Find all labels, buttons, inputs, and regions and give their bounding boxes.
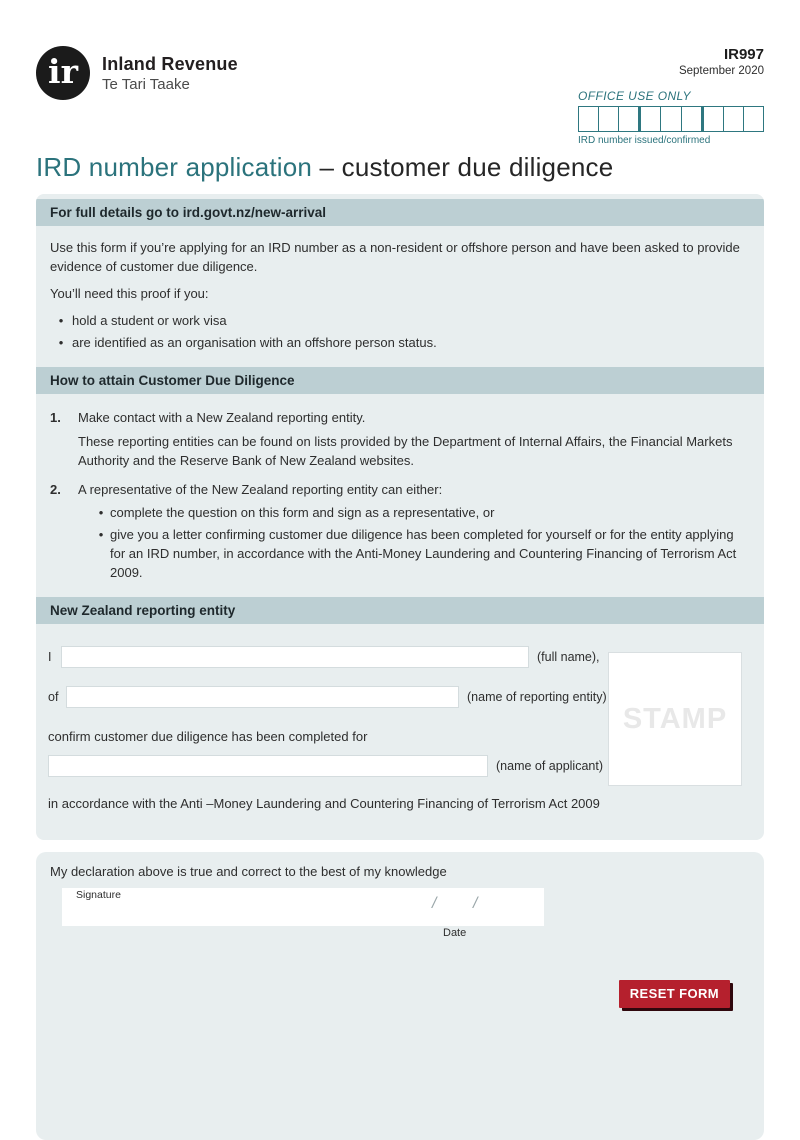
office-use-caption: IRD number issued/confirmed — [578, 135, 711, 146]
applicant-suffix: (name of applicant) — [496, 758, 604, 773]
logo-text — [102, 46, 238, 93]
office-use-cell[interactable] — [579, 107, 599, 131]
step-2-body — [78, 481, 750, 583]
of-label: of — [48, 689, 59, 704]
date-label: Date — [443, 926, 467, 939]
bullet-icon: • — [98, 504, 104, 520]
main-panel — [36, 194, 764, 840]
details-paragraph-2: You’ll need this proof if you: — [50, 285, 209, 301]
section-header-entity: New Zealand reporting entity — [36, 597, 764, 624]
office-use-label: OFFICE USE ONLY — [578, 89, 691, 103]
office-use-cell[interactable] — [661, 107, 681, 131]
form-code: IR997 — [723, 46, 764, 63]
declaration-panel — [36, 852, 764, 1140]
form-date: September 2020 — [678, 65, 764, 77]
i-label: I — [48, 649, 52, 664]
section-body-details — [36, 226, 764, 367]
bullet-icon: • — [58, 312, 64, 328]
details-bullet-2-text: are identified as an organisation with an offshore person status. — [72, 335, 437, 351]
bullet-icon: • — [58, 335, 64, 351]
page-title-teal: IRD number application — [36, 152, 320, 182]
date-slash-icon: / — [432, 894, 437, 912]
step-1-body — [78, 409, 750, 471]
date-slash-icon: / — [473, 894, 478, 912]
step-1-detail: These reporting entities can be found on lists provided by the Department of Internal Affairs, the Financial Markets Authority and the Reserve Bank of New Zealand websites. — [78, 434, 733, 468]
signature-field[interactable] — [62, 888, 544, 926]
page-header — [36, 0, 764, 146]
reporting-entity-suffix: (name of reporting entity) — [467, 689, 607, 704]
how-to-step-1 — [50, 409, 750, 471]
step-2-text: A representative of the New Zealand reporting entity can either: — [78, 481, 443, 497]
signature-label: Signature — [76, 888, 121, 901]
office-use-block — [578, 89, 764, 146]
step-2-bullets — [78, 504, 750, 583]
page-title — [36, 152, 764, 183]
bullet-icon: • — [98, 527, 104, 543]
office-use-cell[interactable] — [704, 107, 724, 131]
header-right — [578, 46, 764, 146]
page-title-rest: – customer due diligence — [319, 152, 614, 182]
applicant-name-field[interactable] — [48, 755, 488, 777]
office-use-cell[interactable] — [724, 107, 744, 131]
details-bullet-1 — [50, 312, 750, 331]
section-header-details: For full details go to ird.govt.nz/new-arrival — [36, 199, 764, 226]
details-paragraph-1: Use this form if you’re applying for an IRD number as a non-resident or offshore person and have been asked to provide evidence of customer due diligence. — [50, 240, 740, 274]
signature-area — [62, 888, 544, 939]
step-2-bullet-1 — [78, 504, 750, 523]
reporting-entity-field[interactable] — [66, 686, 459, 708]
office-use-cell[interactable] — [599, 107, 619, 131]
details-bullet-2 — [50, 334, 750, 353]
accordance-line: in accordance with the Anti –Money Laundering and Countering Financing of Terrorism Act 2009 — [48, 795, 600, 811]
section-body-how-to — [36, 394, 764, 597]
step-1-number: 1. — [50, 410, 61, 426]
section-header-how-to: How to attain Customer Due Diligence — [36, 367, 764, 394]
reset-form-button[interactable]: RESET FORM — [619, 980, 730, 1008]
step-2-bullet-2 — [78, 526, 750, 583]
full-name-field[interactable] — [61, 646, 529, 668]
ir-logo-icon: ir — [36, 46, 90, 100]
logo-maori-name: Te Tari Taake — [102, 76, 190, 93]
details-bullet-1-text: hold a student or work visa — [72, 312, 227, 328]
office-use-cell[interactable] — [744, 107, 763, 131]
step-2-bullet-1-text: complete the question on this form and sign as a representative, or — [110, 504, 495, 520]
logo-name: Inland Revenue — [102, 54, 238, 74]
office-use-cell[interactable] — [682, 107, 704, 131]
office-use-cell[interactable] — [619, 107, 641, 131]
how-to-step-2 — [50, 481, 750, 583]
full-name-suffix: (full name), — [537, 649, 600, 664]
declaration-text: My declaration above is true and correct to the best of my knowledge — [50, 863, 447, 879]
office-use-cell[interactable] — [641, 107, 661, 131]
office-use-grid[interactable] — [578, 106, 764, 132]
stamp-box — [608, 652, 742, 786]
step-1-text: Make contact with a New Zealand reporting entity. — [78, 410, 366, 426]
step-2-bullet-2-text: give you a letter confirming customer due diligence has been completed for yourself or for the entity applying for an IRD number, in accordance with the Anti-Money Laundering and Countering Financing of Terrorism Act 2009. — [110, 527, 737, 581]
stamp-watermark: STAMP — [622, 702, 728, 735]
section-body-entity — [36, 624, 764, 840]
step-2-number: 2. — [50, 481, 61, 497]
confirm-line: confirm customer due diligence has been completed for — [48, 728, 368, 744]
inland-revenue-logo — [36, 46, 238, 146]
